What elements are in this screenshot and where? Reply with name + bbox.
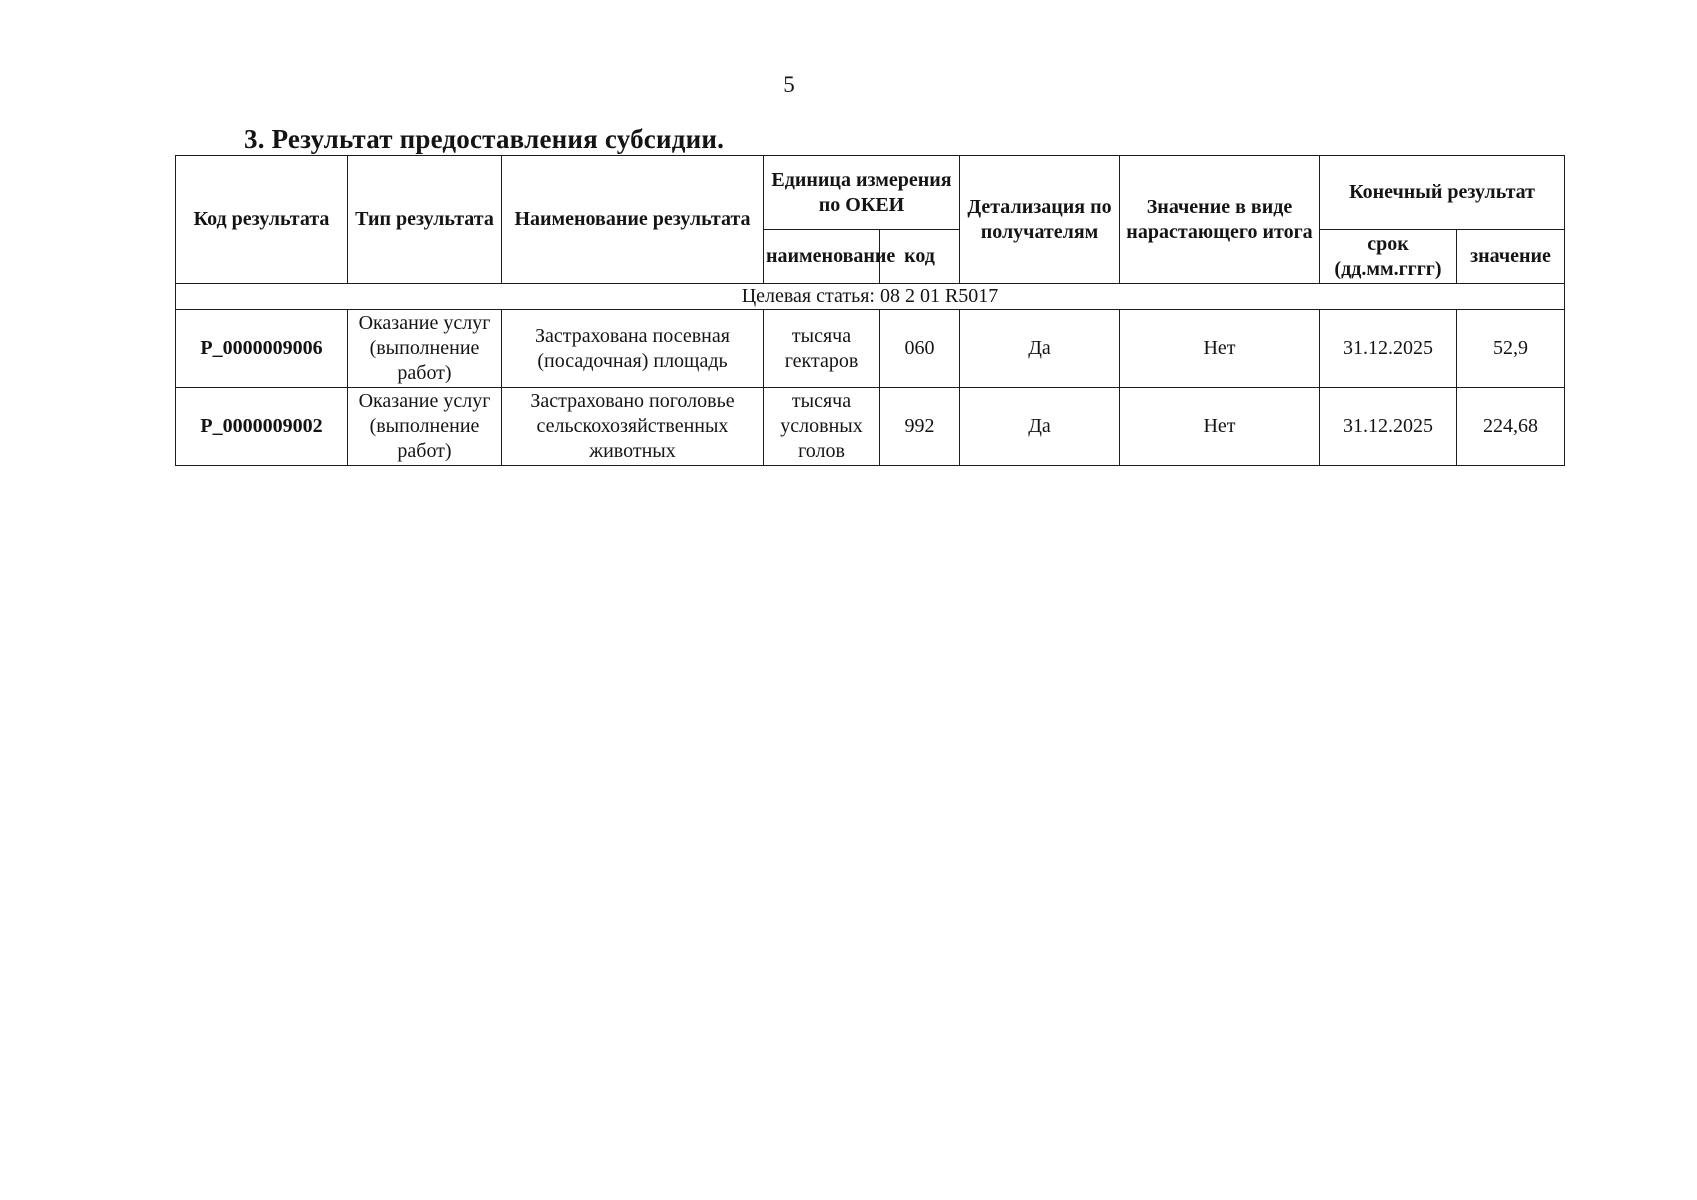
header-final-date: срок (дд.мм.гггг) xyxy=(1320,230,1457,284)
final-value: 224,68 xyxy=(1457,388,1565,466)
results-table xyxy=(175,155,1565,466)
header-okei-name: наименование xyxy=(764,230,880,284)
header-detail: Детализация по получателям xyxy=(960,156,1120,284)
header-cumulative: Значение в виде нарастающего итога xyxy=(1120,156,1320,284)
header-okei: Единица измерения по ОКЕИ xyxy=(764,156,960,230)
result-name: Застраховано поголовье сельскохозяйственных животных xyxy=(502,388,764,466)
header-final-value: значение xyxy=(1457,230,1565,284)
unit-name: тысяча гектаров xyxy=(764,310,880,388)
table-row xyxy=(176,310,1565,388)
detail-value: Да xyxy=(960,388,1120,466)
unit-name: тысяча условных голов xyxy=(764,388,880,466)
result-type: Оказание услуг (выполнение работ) xyxy=(348,388,502,466)
header-name: Наименование результата xyxy=(502,156,764,284)
table-row xyxy=(176,388,1565,466)
header-row-1 xyxy=(176,156,1565,230)
page-number: 5 xyxy=(783,72,795,97)
result-code: P_0000009002 xyxy=(176,388,348,466)
unit-code: 060 xyxy=(880,310,960,388)
subheader-row xyxy=(176,284,1565,310)
header-code: Код результата xyxy=(176,156,348,284)
final-date: 31.12.2025 xyxy=(1320,310,1457,388)
header-final: Конечный результат xyxy=(1320,156,1565,230)
section-title: 3. Результат предоставления субсидии. xyxy=(244,124,725,154)
cumulative-value: Нет xyxy=(1120,310,1320,388)
result-type: Оказание услуг (выполнение работ) xyxy=(348,310,502,388)
target-article: Целевая статья: 08 2 01 R5017 xyxy=(176,284,1565,310)
header-okei-code: код xyxy=(880,230,960,284)
header-type: Тип результата xyxy=(348,156,502,284)
result-name: Застрахована посевная (посадочная) площадь xyxy=(502,310,764,388)
cumulative-value: Нет xyxy=(1120,388,1320,466)
final-date: 31.12.2025 xyxy=(1320,388,1457,466)
unit-code: 992 xyxy=(880,388,960,466)
result-code: P_0000009006 xyxy=(176,310,348,388)
final-value: 52,9 xyxy=(1457,310,1565,388)
detail-value: Да xyxy=(960,310,1120,388)
